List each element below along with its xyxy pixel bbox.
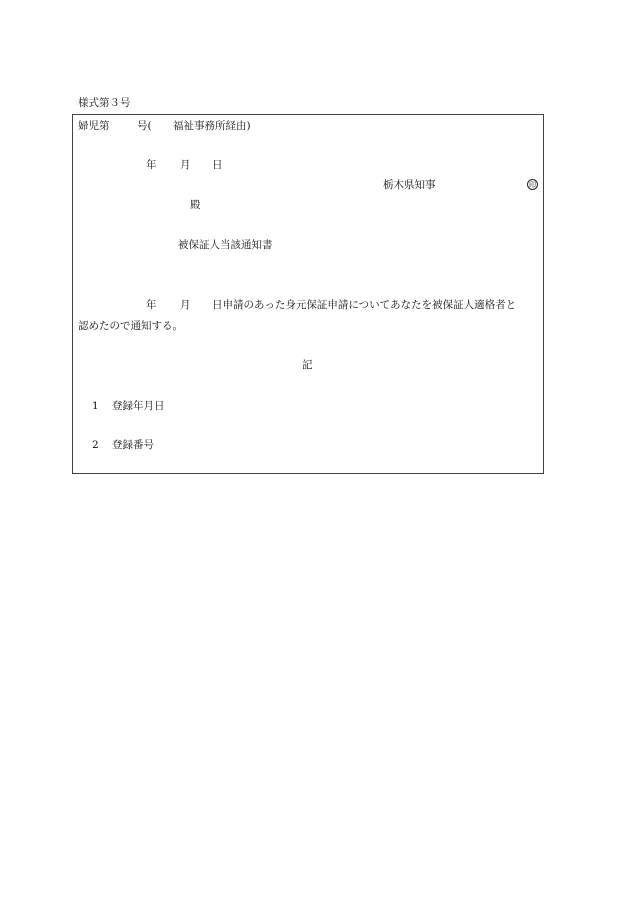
item-2-number: 2 — [92, 439, 99, 451]
body-line-1: 日申請のあった身元保証申請についてあなたを被保証人適格者と — [212, 299, 517, 311]
date-day: 日 — [212, 159, 223, 171]
item-1-number: 1 — [92, 400, 99, 412]
body-month: 月 — [180, 299, 191, 311]
ki-marker: 記 — [302, 359, 313, 371]
via-office: 福祉事務所経由) — [173, 120, 251, 132]
sender-name: 栃木県知事 — [383, 179, 436, 191]
document-title: 被保証人当該通知書 — [178, 239, 273, 251]
date-month: 月 — [180, 159, 191, 171]
addressee-honorific: 殿 — [190, 199, 201, 211]
item-1-label: 登録年月日 — [112, 400, 165, 412]
item-2-label: 登録番号 — [112, 439, 154, 451]
form-frame — [72, 114, 544, 474]
reference-suffix: 号( — [137, 120, 152, 132]
date-year: 年 — [146, 159, 157, 171]
body-year: 年 — [146, 299, 157, 311]
seal-mark-icon: 印 — [529, 181, 536, 189]
body-line-2: 認めたので通知する。 — [78, 320, 183, 332]
reference-prefix: 婦児第 — [78, 120, 110, 132]
form-number: 様式第３号 — [78, 97, 131, 109]
